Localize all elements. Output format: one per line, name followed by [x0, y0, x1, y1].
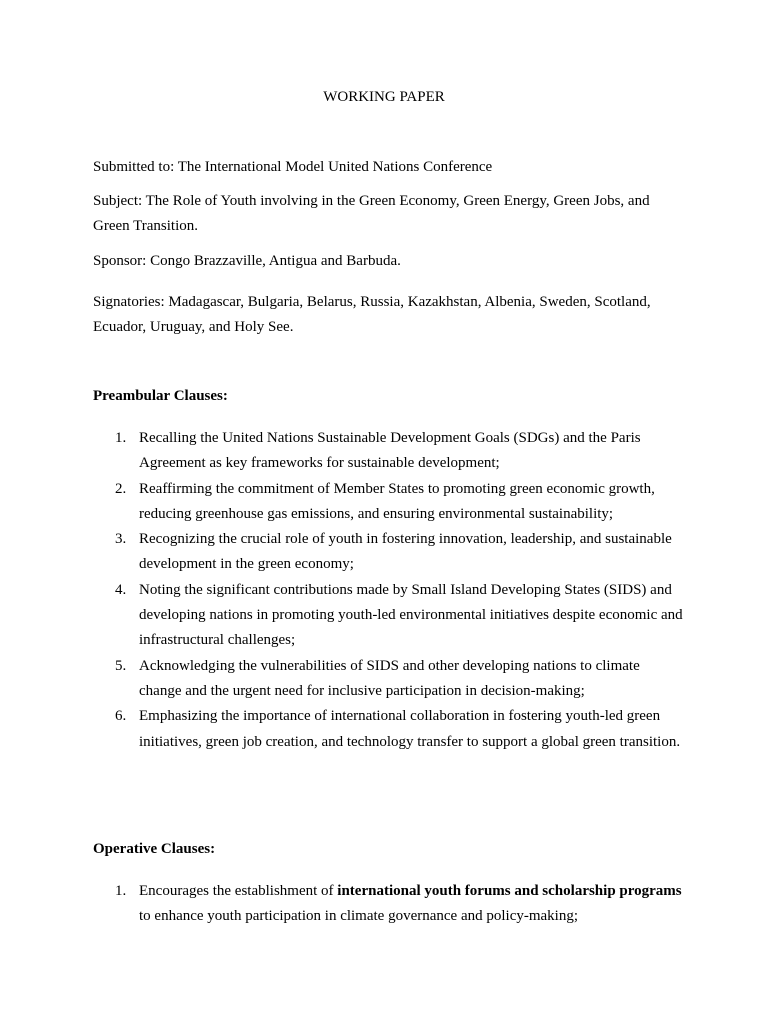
- signatories: Signatories: Madagascar, Bulgaria, Belarus, Russia, Kazakhstan, Albenia, Sweden, Scotland, Ecuador, Uruguay, and Holy See.: [93, 294, 651, 335]
- item-number: 6.: [115, 708, 127, 725]
- list-item: [93, 879, 683, 930]
- item-number: 5.: [115, 657, 127, 674]
- item-text: Emphasizing the importance of international collaboration in fostering youth-led green initiatives, green job creation, and technology transfer to support a global green transition.: [139, 708, 681, 750]
- item-number: 2.: [115, 480, 127, 497]
- item-number: 1.: [115, 430, 127, 446]
- item-number: 3.: [115, 531, 127, 548]
- item-text-before: Encourages the establishment of: [139, 883, 338, 899]
- preambular-heading: Preambular Clauses:: [93, 388, 228, 404]
- list-item: [93, 654, 683, 705]
- item-text: Recalling the United Nations Sustainable Development Goals (SDGs) and the Paris Agreement as key frameworks for sustainable development;: [139, 430, 641, 472]
- item-text: Acknowledging the vulnerabilities of SIDS and other developing nations to climate change and the urgent need for inclusive participation in decision-making;: [139, 657, 640, 699]
- list-item: [93, 578, 683, 654]
- item-text: Noting the significant contributions made by Small Island Developing States (SIDS) and developing nations in promoting youth-led environmental initiatives despite economic and infrastructural challenges;: [139, 581, 683, 649]
- preambular-list: [93, 426, 683, 755]
- item-text: Recognizing the crucial role of youth in fostering innovation, leadership, and sustainable development in the green economy;: [139, 531, 672, 573]
- item-text-after: to enhance youth participation in climate governance and policy-making;: [139, 908, 579, 925]
- item-text-bold: international youth forums and scholarship programs: [337, 883, 682, 899]
- list-item: [93, 704, 683, 755]
- document-title: WORKING PAPER: [323, 89, 445, 105]
- sponsor: Sponsor: Congo Brazzaville, Antigua and Barbuda.: [93, 253, 401, 269]
- item-text: Reaffirming the commitment of Member States to promoting green economic growth, reducing greenhouse gas emissions, and ensuring environmental sustainability;: [139, 480, 655, 522]
- submitted-to: Submitted to: The International Model United Nations Conference: [93, 159, 493, 175]
- item-number: 4.: [115, 581, 127, 598]
- list-item: [93, 477, 683, 528]
- operative-list: [93, 879, 683, 930]
- item-number: 1.: [115, 883, 127, 899]
- list-item: [93, 527, 683, 578]
- operative-heading: Operative Clauses:: [93, 841, 216, 857]
- subject: Subject: The Role of Youth involving in the Green Economy, Green Energy, Green Jobs, and Green Transition.: [93, 193, 650, 234]
- list-item: [93, 426, 683, 477]
